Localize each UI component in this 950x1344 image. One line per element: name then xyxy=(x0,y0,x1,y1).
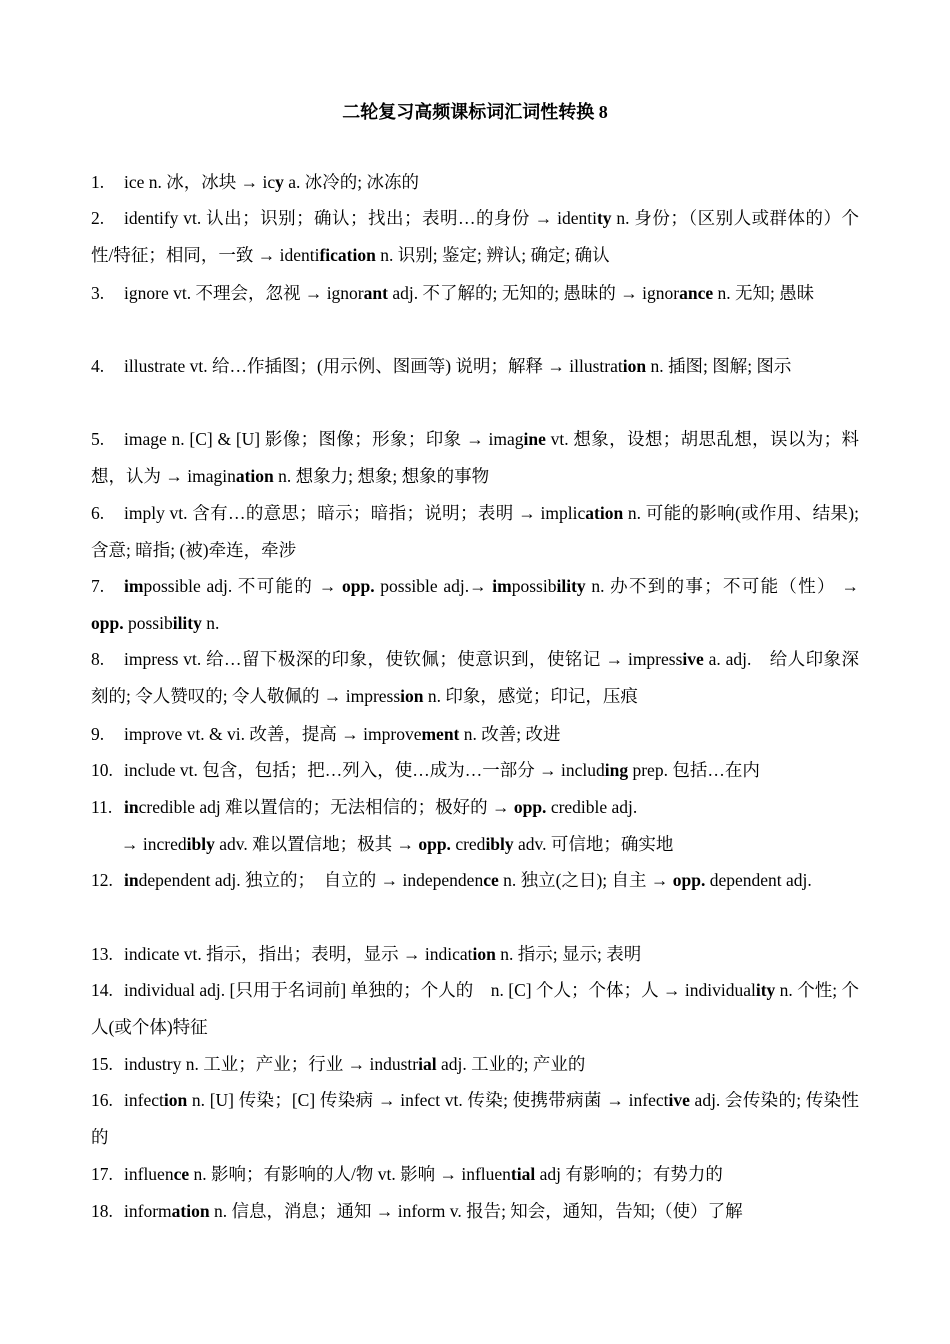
bold-suffix: ial xyxy=(418,1054,437,1074)
vocab-entry xyxy=(91,1082,859,1156)
entry-text: influen xyxy=(124,1164,174,1184)
entry-number: 17. xyxy=(91,1164,113,1184)
entry-text: n. 独立(之日); 自主 → xyxy=(498,870,673,890)
entry-text: n. 影响；有影响的人/物 vt. 影响 → influen xyxy=(189,1164,511,1184)
vocab-entry xyxy=(91,862,859,899)
bold-suffix: tial xyxy=(510,1164,536,1184)
entry-text: prep. 包括…在内 xyxy=(628,760,760,780)
bold-suffix: ive xyxy=(682,649,704,669)
bold-suffix: ibly xyxy=(186,834,215,854)
entry-text: n. 插图; 图解; 图示 xyxy=(646,356,792,376)
bold-suffix: im xyxy=(492,576,512,596)
bold-suffix: in xyxy=(124,797,139,817)
entry-text: imply vt. 含有…的意思；暗示；暗指；说明；表明 → implic xyxy=(124,503,586,523)
bold-suffix: ine xyxy=(523,429,546,449)
vocab-entry xyxy=(91,936,859,973)
bold-suffix: ment xyxy=(421,724,460,744)
entry-text: ignore vt. 不理会，忽视 → ignor xyxy=(124,283,364,303)
entry-text: individual adj. [只用于名词前] 单独的；个人的 n. [C] 个人；个体；人 → individual xyxy=(124,980,756,1000)
vocab-entry xyxy=(91,641,859,715)
entry-text: n. 办不到的事；不可能（性） → xyxy=(585,576,860,596)
bold-suffix: ion xyxy=(400,686,424,706)
vocab-entry xyxy=(91,200,859,274)
entry-text: n. 想象力; 想象; 想象的事物 xyxy=(273,466,490,486)
bold-suffix: ant xyxy=(363,283,388,303)
vocab-entry xyxy=(91,972,859,1046)
entry-number: 18. xyxy=(91,1201,113,1221)
entry-text: n. 可能的影响(或作用、结果); 含意; 暗指; (被)牵连，牵涉 xyxy=(91,503,859,560)
entry-text: adv. 可信地；确实地 xyxy=(513,834,674,854)
entry-number: 10. xyxy=(91,760,113,780)
entry-number: 1. xyxy=(91,172,105,192)
vocab-entry xyxy=(91,348,859,385)
bold-suffix: ty xyxy=(596,208,612,228)
bold-suffix: ion xyxy=(163,1090,188,1110)
vocab-entry xyxy=(91,716,859,753)
entry-text: n. 无知; 愚昧 xyxy=(713,283,815,303)
entry-text: a. adj. 给人印象深刻的; 令人赞叹的; 令人敬佩的 → impress xyxy=(91,649,859,706)
entry-text: dependent adj. xyxy=(705,870,812,890)
entry-text: vt. 想象，设想；胡思乱想，误以为；料想，认为 → imagin xyxy=(91,429,859,486)
bold-suffix: y xyxy=(275,172,284,192)
entry-number: 15. xyxy=(91,1054,113,1074)
entry-text: n. 身份；（区别人或群体的）个性/特征；相同，一致 → identi xyxy=(91,208,859,265)
entry-text: cred xyxy=(450,834,486,854)
entry-number: 12. xyxy=(91,870,113,890)
bold-suffix: in xyxy=(124,870,139,890)
entry-number: 6. xyxy=(91,503,105,523)
bold-suffix: ibly xyxy=(485,834,514,854)
entry-text: a. 冰冷的; 冰冻的 xyxy=(283,172,420,192)
bold-suffix: ce xyxy=(483,870,499,890)
entry-text: → incred xyxy=(121,834,187,854)
entry-text: possible adj. 不可能的 → xyxy=(143,576,343,596)
bold-suffix: im xyxy=(124,576,144,596)
vocab-entry xyxy=(91,1193,859,1230)
bold-suffix: ation xyxy=(235,466,274,486)
bold-suffix: opp. xyxy=(513,797,547,817)
bold-suffix: opp. xyxy=(672,870,706,890)
bold-suffix: fication xyxy=(319,245,376,265)
vocab-entry xyxy=(91,752,859,789)
entry-number: 16. xyxy=(91,1090,113,1110)
entry-text: ice n. 冰，冰块 → ic xyxy=(124,172,276,192)
entry-text: adv. 难以置信地；极其 → xyxy=(214,834,419,854)
bold-suffix: ity xyxy=(755,980,776,1000)
vocab-entry xyxy=(91,1156,859,1193)
vocab-entry xyxy=(91,164,859,201)
entry-text: adj. 会传染的; 传染性的 xyxy=(91,1090,859,1147)
entry-text: improve vt. & vi. 改善，提高 → improve xyxy=(124,724,422,744)
entry-text: n. 识别; 鉴定; 辨认; 确定; 确认 xyxy=(375,245,610,265)
bold-suffix: opp. xyxy=(91,613,124,633)
entry-text: adj. 工业的; 产业的 xyxy=(436,1054,586,1074)
bold-suffix: ation xyxy=(585,503,624,523)
bold-suffix: opp. xyxy=(418,834,451,854)
entry-text: possib xyxy=(511,576,557,596)
bold-suffix: ance xyxy=(679,283,714,303)
vocab-entry xyxy=(91,495,859,569)
entry-text: n. [U] 传染；[C] 传染病 → infect vt. 传染; 使携带病菌 → infect xyxy=(187,1090,669,1110)
bold-suffix: ion xyxy=(472,944,496,964)
bold-suffix: opp. xyxy=(342,576,375,596)
entry-number: 7. xyxy=(91,576,105,596)
bold-suffix: ility xyxy=(556,576,586,596)
entry-number: 4. xyxy=(91,356,105,376)
entry-number: 11. xyxy=(91,797,113,817)
entry-number: 9. xyxy=(91,724,105,744)
entry-text: n. xyxy=(201,613,220,633)
vocab-entry xyxy=(91,568,859,642)
entry-text: identify vt. 认出；识别；确认；找出；表明…的身份 → identi xyxy=(124,208,597,228)
page-title: 二轮复习高频课标词汇词性转换 8 xyxy=(342,102,608,122)
bold-suffix: ility xyxy=(172,613,202,633)
entry-text: impress vt. 给…留下极深的印象，使钦佩；使意识到，使铭记 → impress xyxy=(124,649,683,669)
bold-suffix: ing xyxy=(604,760,629,780)
entry-number: 8. xyxy=(91,649,105,669)
entry-text: n. 信息，消息；通知 → inform v. 报告; 知会，通知，告知;（使）了解 xyxy=(209,1201,743,1221)
entry-text: image n. [C] & [U] 影像；图像；形象；印象 → imag xyxy=(124,429,524,449)
entry-text: indicate vt. 指示，指出；表明，显示 → indicat xyxy=(124,944,473,964)
entry-text: n. 个性; 个人(或个体)特征 xyxy=(91,980,859,1037)
entry-number: 5. xyxy=(91,429,105,449)
vocab-entry xyxy=(91,1046,859,1083)
entry-text: industry n. 工业；产业；行业 → industr xyxy=(124,1054,419,1074)
bold-suffix: ion xyxy=(622,356,647,376)
entry-number: 13. xyxy=(91,944,113,964)
entry-text: n. 指示; 显示; 表明 xyxy=(495,944,642,964)
vocab-entry xyxy=(91,275,859,312)
entry-text: credible adj. xyxy=(546,797,638,817)
entry-text: include vt. 包含，包括；把…列入，使…成为…一部分 → includ xyxy=(124,760,605,780)
entry-text: n. 印象，感觉；印记，压痕 xyxy=(423,686,638,706)
entry-text: n. 改善; 改进 xyxy=(459,724,561,744)
entry-text: possib xyxy=(123,613,173,633)
entry-number: 2. xyxy=(91,208,105,228)
vocab-entry xyxy=(91,789,859,863)
entry-text: credible adj 难以置信的；无法相信的；极好的 → xyxy=(138,797,514,817)
bold-suffix: ce xyxy=(173,1164,190,1184)
entry-text: illustrate vt. 给…作插图；(用示例、图画等) 说明；解释 → illustrat xyxy=(124,356,623,376)
entry-number: 14. xyxy=(91,980,113,1000)
bold-suffix: ive xyxy=(668,1090,690,1110)
entry-text: infect xyxy=(124,1090,164,1110)
entry-text: adj. 不了解的; 无知的; 愚昧的 → ignor xyxy=(387,283,680,303)
entry-text: possible adj.→ xyxy=(374,576,493,596)
vocab-entry xyxy=(91,421,859,495)
entry-text: adj 有影响的；有势力的 xyxy=(535,1164,723,1184)
entry-number: 3. xyxy=(91,283,105,303)
entry-text: dependent adj. 独立的； 自立的 → independen xyxy=(138,870,484,890)
bold-suffix: ation xyxy=(171,1201,210,1221)
entry-continuation xyxy=(121,826,859,863)
entry-text: inform xyxy=(124,1201,172,1221)
